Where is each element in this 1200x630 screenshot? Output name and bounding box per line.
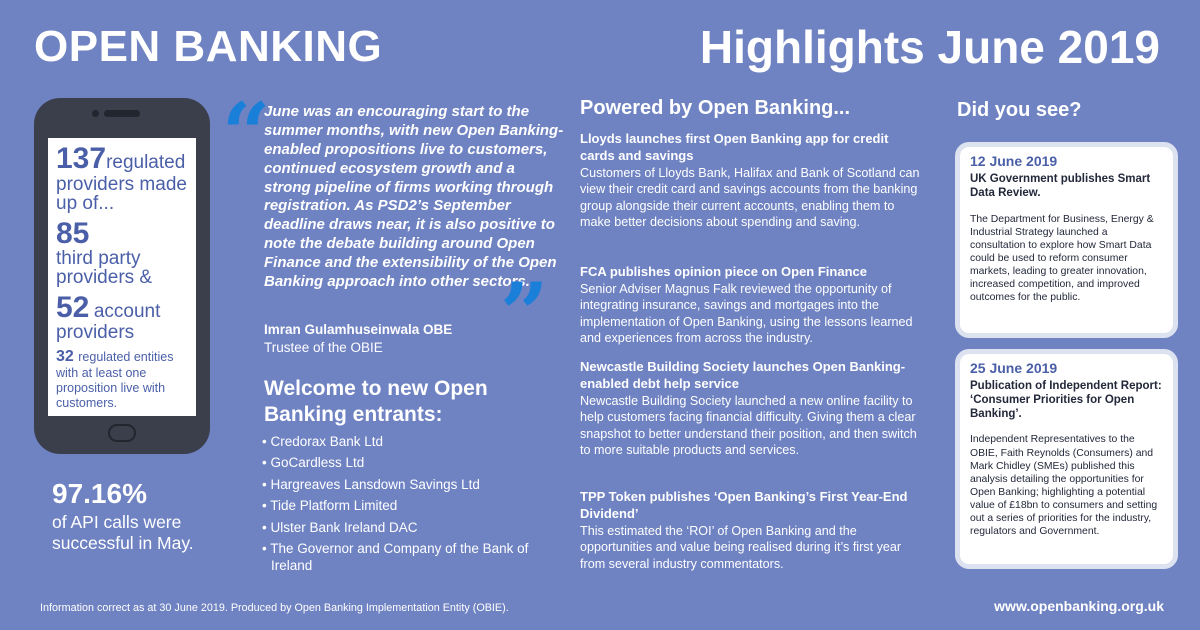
news-story-title: FCA publishes opinion piece on Open Finance <box>580 264 867 279</box>
footer-note: Information correct as at 30 June 2019. Produced by Open Banking Implementation Entity (OBIE). <box>40 602 509 614</box>
entrant-item: • Credorax Bank Ltd <box>258 434 558 451</box>
news-card <box>955 142 1178 338</box>
website-link[interactable]: www.openbanking.org.uk <box>994 598 1164 614</box>
entrant-item: • The Governor and Company of the Bank of Ireland <box>258 541 558 575</box>
stat-aspsp <box>56 293 188 342</box>
stat-tpp <box>56 219 188 287</box>
stat-tpp-number: 85 <box>56 217 90 250</box>
news-card-title: UK Government publishes Smart Data Review. <box>970 173 1151 199</box>
quote-author: Imran Gulamhuseinwala OBE <box>264 322 453 337</box>
stat-aspsp-text: providers <box>56 322 135 343</box>
entrant-item: • Ulster Bank Ireland DAC <box>258 520 558 537</box>
phone-speaker <box>104 110 140 117</box>
quote-text: June was an encouraging start to the summer months, with new Open Banking-enabled propositions live to customers, continued ecosystem growth and a strong pipeline of firms working through registration. As PSD2’s September deadline draws near, it is also positive to note the debate building around Open Finance and the extensibility of the Open Banking approach into other sectors. <box>264 103 564 291</box>
phone-camera <box>92 110 99 117</box>
news-story-title: Newcastle Building Society launches Open Banking-enabled debt help service <box>580 359 906 391</box>
phone-illustration <box>34 98 210 454</box>
stat-tpp-text: third party providers & <box>56 248 153 288</box>
news-story-title: TPP Token publishes ‘Open Banking’s First Year-End Dividend’ <box>580 489 908 521</box>
stat-providers-text: providers made up of... <box>56 174 187 214</box>
quote-close-icon: ” <box>500 264 549 363</box>
quote-open-icon: “ <box>222 84 271 183</box>
news-story-title: Lloyds launches first Open Banking app for credit cards and savings <box>580 131 889 163</box>
stat-live-text: with at least one proposition live with customers. <box>56 366 166 410</box>
news-card <box>955 349 1178 569</box>
phone-screen <box>48 138 196 416</box>
news-card-body: The Department for Business, Energy & Industrial Strategy launched a consultation to explore how Smart Data could be used to reform consumer markets, leading to greater innovation, increased competition, and improved outcomes for the public. <box>970 213 1154 304</box>
news-story-body: Senior Adviser Magnus Falk reviewed the opportunity of integrating insurance, savings and mortgages into the implementation of Open Banking, using the lessons learned and experiences from across the industry. <box>580 281 913 345</box>
news-card-title: Publication of Independent Report: ‘Consumer Priorities for Open Banking’. <box>970 380 1162 420</box>
stat-live-word: regulated entities <box>78 350 174 364</box>
powered-heading: Powered by Open Banking... <box>580 97 851 119</box>
news-card-date: 25 June 2019 <box>970 360 1058 376</box>
news-story <box>580 489 920 572</box>
news-story <box>580 131 920 230</box>
api-success-percent: 97.16% <box>52 478 147 509</box>
api-success-text: of API calls were successful in May. <box>52 512 194 553</box>
stat-providers-number: 137 <box>56 142 107 175</box>
headline-title: Highlights June 2019 <box>699 21 1160 73</box>
news-story <box>580 359 920 458</box>
news-story-body: Customers of Lloyds Bank, Halifax and Bank of Scotland can view their credit card and savings accounts from the banking group alongside their current accounts, enabling them to make better decisions about spending and saving. <box>580 165 920 229</box>
news-story <box>580 264 920 346</box>
stat-live-number: 32 <box>56 348 74 365</box>
did-you-see-heading: Did you see? <box>957 99 1082 121</box>
stat-aspsp-word: account <box>93 301 161 322</box>
phone-home-button <box>108 424 136 442</box>
stat-providers-word: regulated <box>106 152 186 173</box>
stat-aspsp-number: 52 <box>56 291 90 324</box>
entrant-item: • Tide Platform Limited <box>258 498 558 515</box>
news-story-body: This estimated the ‘ROI’ of Open Banking and the opportunities and value being realised during it’s first year from several industry commentators. <box>580 523 902 571</box>
news-story-body: Newcastle Building Society launched a new online facility to help customers facing financial difficulty. Giving them a clear snapshot to better understand their position, and then switch to more suitable products and services. <box>580 393 917 457</box>
stat-live <box>56 348 188 411</box>
news-card-body: Independent Representatives to the OBIE, Faith Reynolds (Consumers) and Mark Chidley (SMEs) published this analysis detailing the opportunities for Open Banking; highlighting a potential value of £18bn to consumers and setting out a series of priorities for the industry, regulators and Government. <box>970 434 1158 538</box>
brand-title: OPEN BANKING <box>34 22 383 71</box>
entrant-item: • GoCardless Ltd <box>258 455 558 472</box>
entrant-item: • Hargreaves Lansdown Savings Ltd <box>258 477 558 494</box>
news-card-date: 12 June 2019 <box>970 153 1058 169</box>
entrants-list <box>258 434 558 579</box>
welcome-heading: Welcome to new Open Banking entrants: <box>264 377 488 426</box>
stat-providers <box>56 144 188 213</box>
quote-author-role: Trustee of the OBIE <box>264 340 383 355</box>
